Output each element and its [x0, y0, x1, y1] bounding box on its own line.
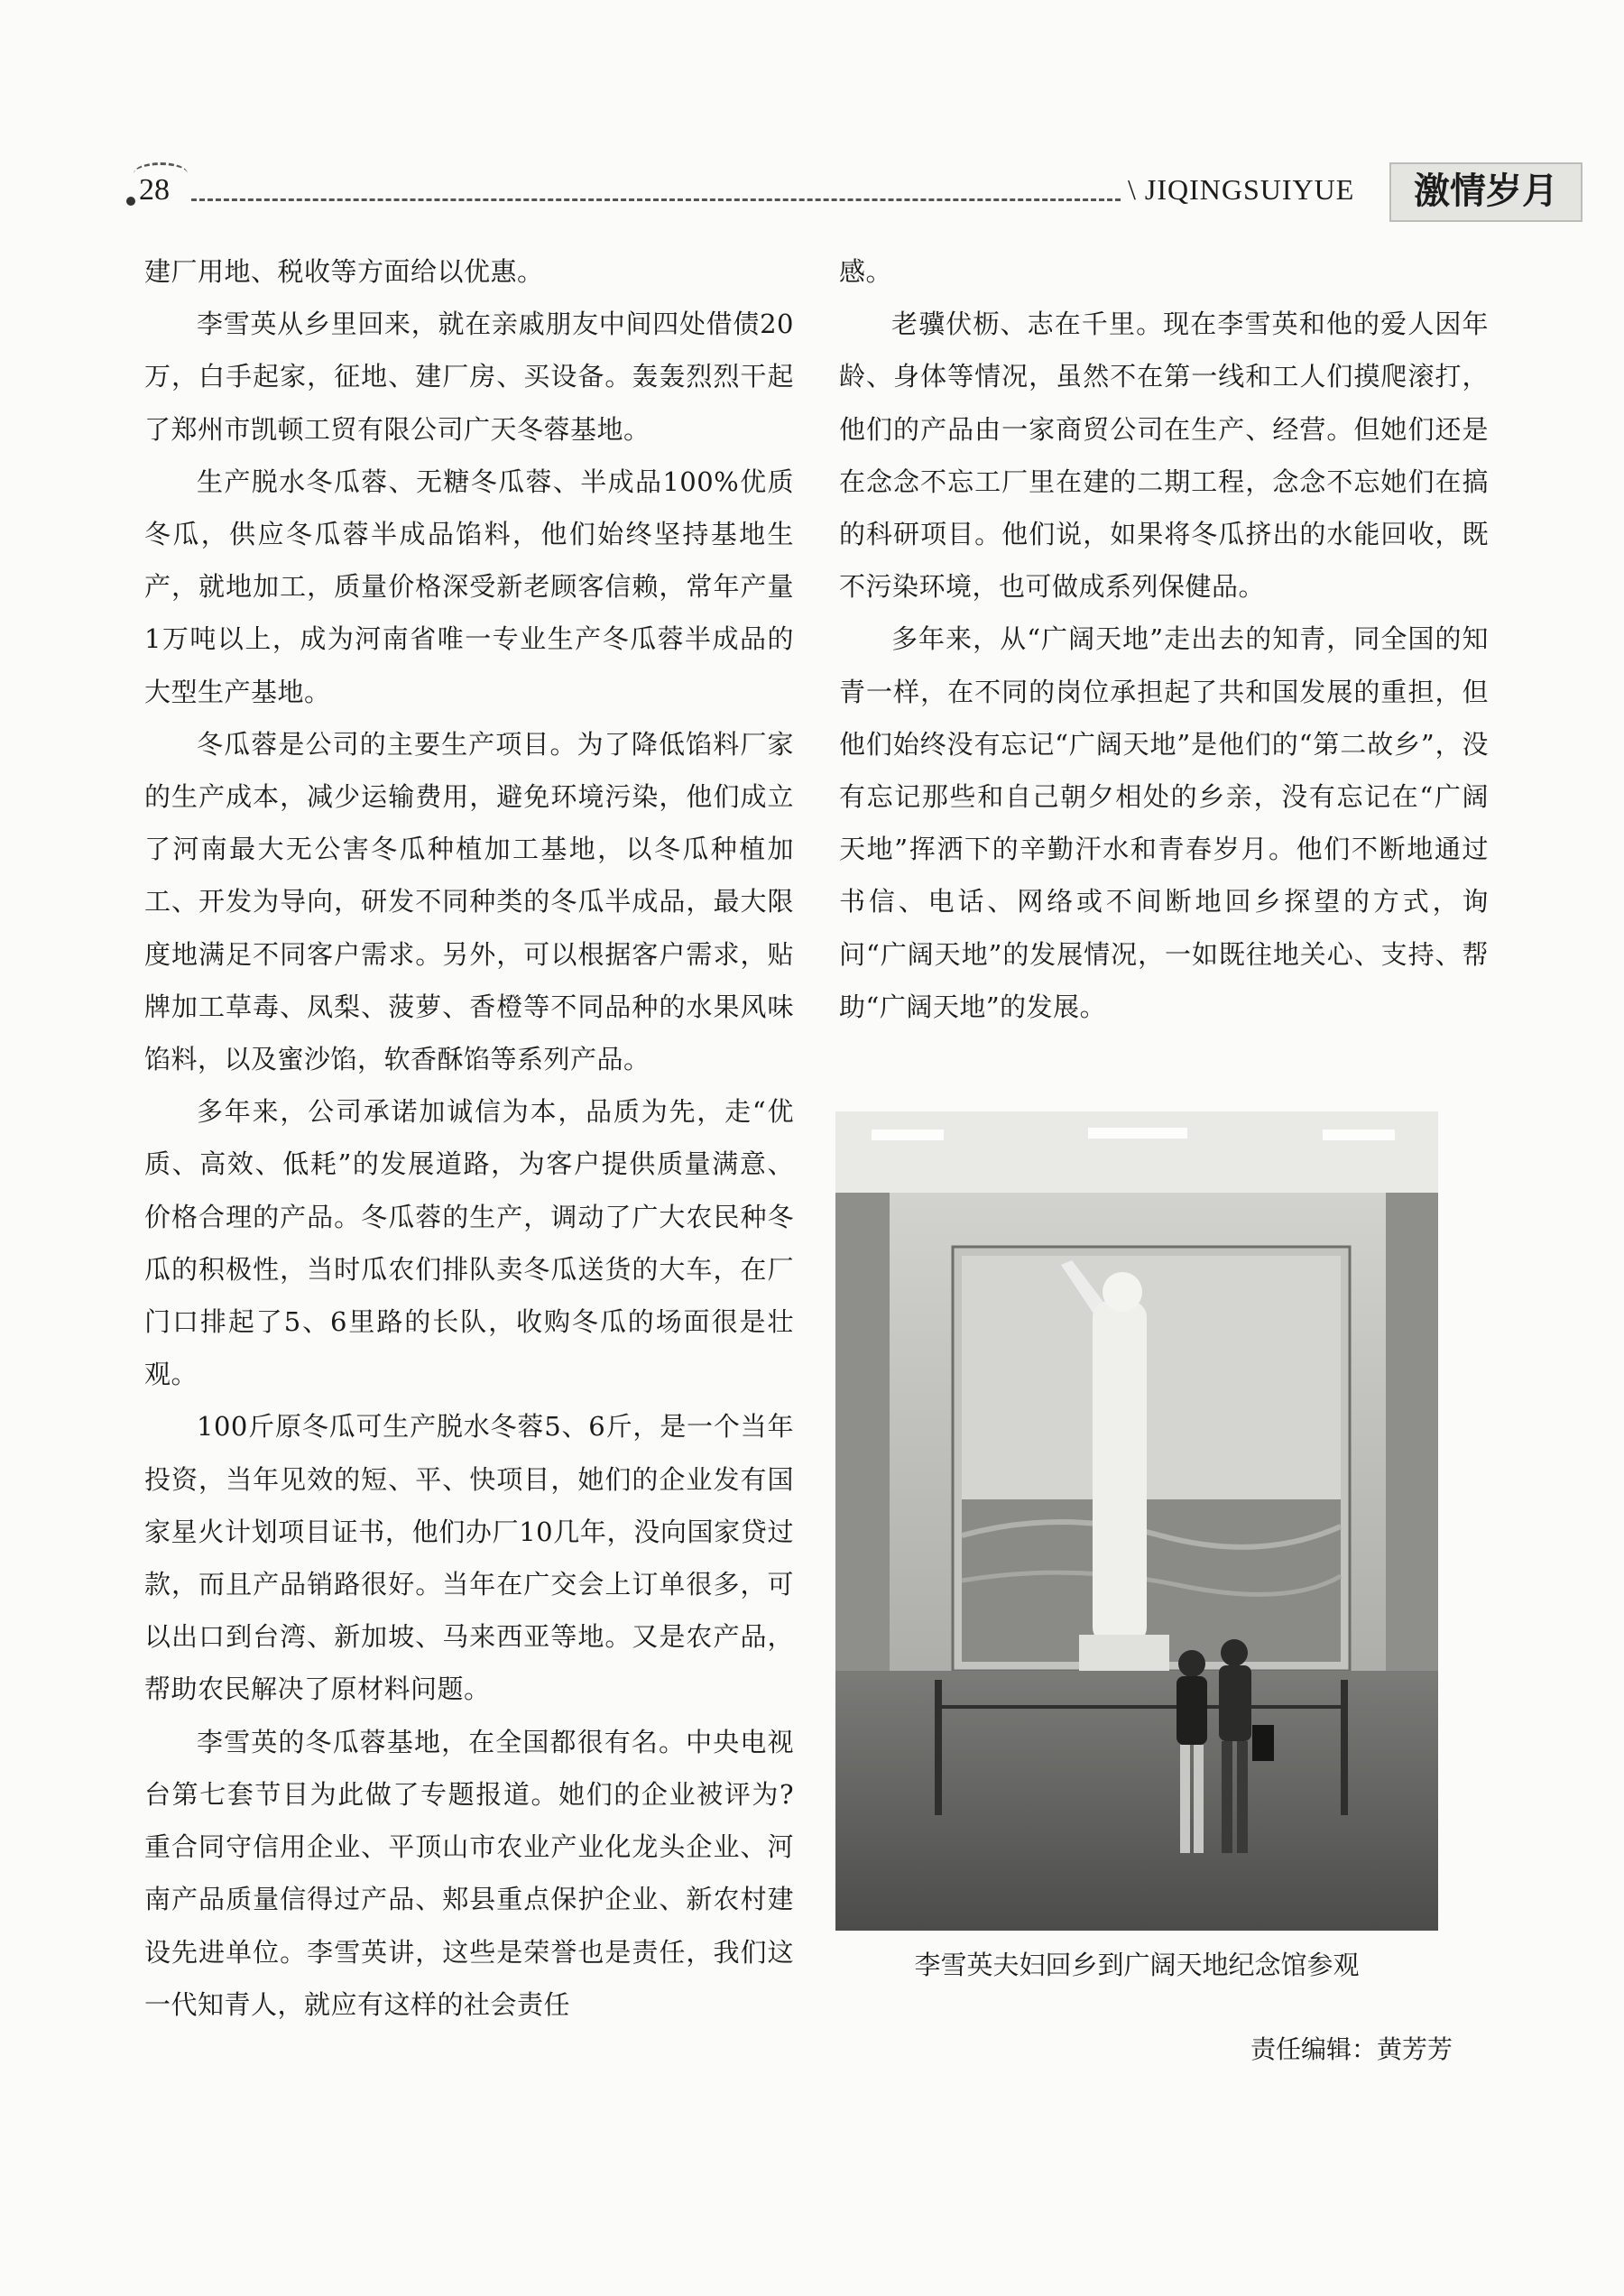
left-column [144, 245, 794, 2031]
right-column [839, 245, 1489, 1033]
photo-illustration [835, 1111, 1438, 1931]
page-header [126, 162, 1558, 226]
paragraph: 多年来，从“广阔天地”走出去的知青，同全国的知青一样，在不同的岗位承担起了共和国发展的重担，但他们始终没有忘记“广阔天地”是他们的“第二故乡”，没有忘记那些和自己朝夕相处的乡亲，没有忘记在“广阔天地”挥洒下的辛勤汗水和青春岁月。他们不断地通过书信、电话、网络或不间断地回乡探望的方式，询问“广阔天地”的发展情况，一如既往地关心、支持、帮助“广阔天地”的发展。 [839, 623, 1489, 1022]
paragraph: 李雪英的冬瓜蓉基地，在全国都很有名。中央电视台第七套节目为此做了专题报道。她们的企业被评为?重合同守信用企业、平顶山市农业产业化龙头企业、河南产品质量信得过产品、郏县重点保护企业、新农村建设先进单位。李雪英讲，这些是荣誉也是责任，我们这一代知青人，就应有这样的社会责任 [144, 1726, 794, 2020]
paragraph: 100斤原冬瓜可生产脱水冬蓉5、6斤，是一个当年投资，当年见效的短、平、快项目，她们的企业发有国家星火计划项目证书，他们办厂10几年，没向国家贷过款，而且产品销路很好。当年在广交会上订单很多，可以出口到台湾、新加坡、马来西亚等地。又是农产品，帮助农民解决了原材料问题。 [144, 1411, 794, 1705]
photo-caption: 李雪英夫妇回乡到广阔天地纪念馆参观 [914, 1950, 1360, 1980]
paragraph: 多年来，公司承诺加诚信为本，品质为先，走“优质、高效、低耗”的发展道路，为客户提供质量满意、价格合理的产品。冬瓜蓉的生产，调动了广大农民种冬瓜的积极性，当时瓜农们排队卖冬瓜送货的大车，在厂门口排起了5、6里路的长队，收购冬瓜的场面很是壮观。 [144, 1096, 794, 1390]
paragraph: 李雪英从乡里回来，就在亲戚朋友中间四处借债20万，白手起家，征地、建厂房、买设备。轰轰烈烈干起了郑州市凯顿工贸有限公司广天冬蓉基地。 [144, 309, 794, 445]
paragraph: 感。 [839, 256, 893, 287]
paragraph: 冬瓜蓉是公司的主要生产项目。为了降低馅料厂家的生产成本，减少运输费用，避免环境污染，他们成立了河南最大无公害冬瓜种植加工基地，以冬瓜种植加工、开发为导向，研发不同种类的冬瓜半成品，最大限度地满足不同客户需求。另外，可以根据客户需求，贴牌加工草毒、凤梨、菠萝、香橙等不同品种的水果风味馅料，以及蜜沙馅，软香酥馅等系列产品。 [144, 728, 794, 1075]
paragraph: 老骥伏枥、志在千里。现在李雪英和他的爱人因年龄、身体等情况，虽然不在第一线和工人们摸爬滚打，他们的产品由一家商贸公司在生产、经营。但她们还是在念念不忘工厂里在建的二期工程，念念不忘她们在搞的科研项目。他们说，如果将冬瓜挤出的水能回收，既不污染环境，也可做成系列保健品。 [839, 309, 1489, 603]
paragraph: 生产脱水冬瓜蓉、无糖冬瓜蓉、半成品100%优质冬瓜，供应冬瓜蓉半成品馅料，他们始终坚持基地生产，就地加工，质量价格深受新老顾客信赖，常年产量1万吨以上，成为河南省唯一专业生产冬瓜蓉半成品的大型生产基地。 [144, 466, 794, 707]
memorial-hall-photo [835, 1111, 1438, 1931]
section-label: 激情岁月 [1389, 162, 1582, 222]
bullet-dot [126, 197, 135, 206]
paragraph: 建厂用地、税收等方面给以优惠。 [144, 256, 544, 287]
header-dashed-rule [191, 198, 1121, 201]
running-title: \ JIQINGSUIYUE [1128, 173, 1355, 206]
editor-credit: 责任编辑：黄芳芳 [1250, 2034, 1453, 2064]
page-number: 28 [139, 173, 170, 207]
